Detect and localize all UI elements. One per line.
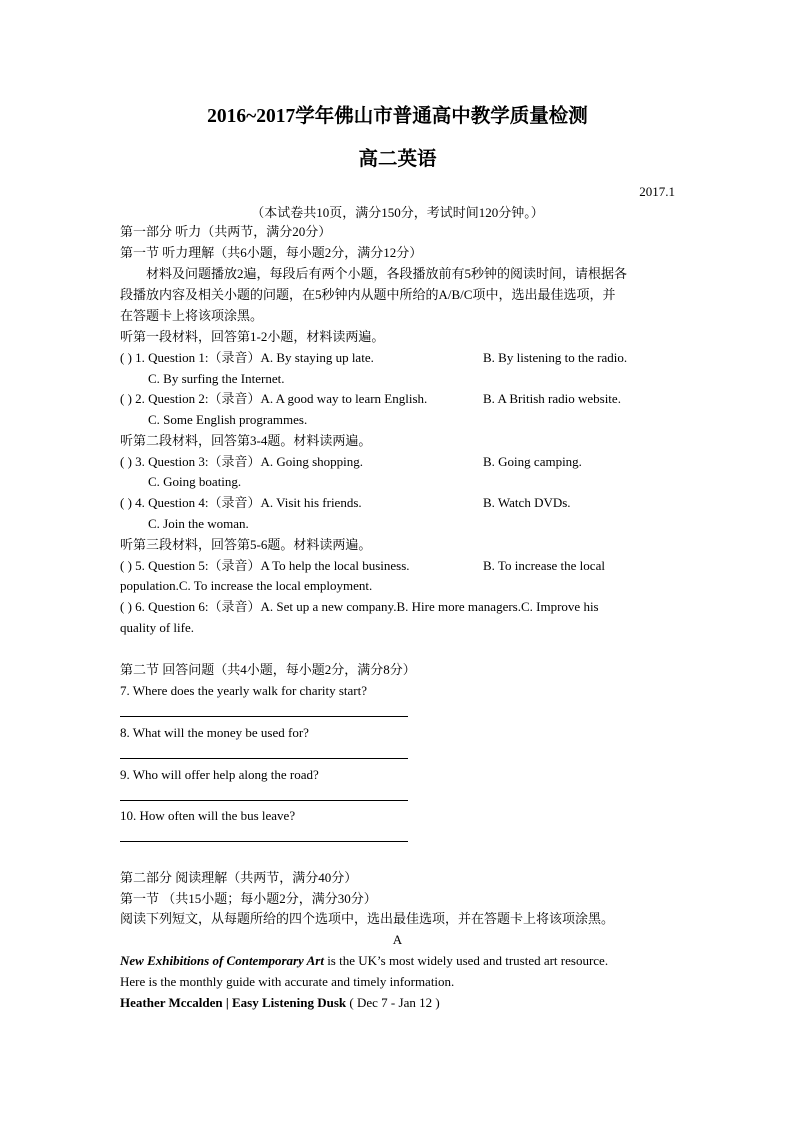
instruction-line-1: 材料及问题播放2遍，每段后有两个小题，各段播放前有5秒钟的阅读时间，请根据各 bbox=[146, 266, 628, 281]
publication-title: New Exhibitions of Contemporary Art bbox=[120, 953, 324, 968]
passage-line-1 bbox=[120, 952, 608, 970]
exhibition-dates: ( Dec 7 - Jan 12 ) bbox=[346, 995, 440, 1010]
question-5-continuation: population.C. To increase the local employment. bbox=[120, 578, 373, 593]
question-4-option-c: C. Join the woman. bbox=[148, 516, 249, 531]
segment-3-heading: 听第三段材料，回答第5-6题。材料读两遍。 bbox=[120, 537, 372, 552]
question-1-stem: ( ) 1. Question 1:（录音）A. By staying up late. bbox=[120, 350, 374, 365]
part1-section2-heading: 第二节 回答问题（共4小题，每小题2分，满分8分） bbox=[120, 662, 416, 677]
exhibition-name: Heather Mccalden | Easy Listening Dusk bbox=[120, 995, 347, 1010]
passage-line-2: Here is the monthly guide with accurate and timely information. bbox=[120, 974, 455, 989]
question-1 bbox=[120, 349, 374, 367]
question-3-option-b: B. Going camping. bbox=[483, 454, 582, 469]
question-2-stem: ( ) 2. Question 2:（录音）A. A good way to learn English. bbox=[120, 391, 428, 406]
part2-instruction: 阅读下列短文，从每题所给的四个选项中，选出最佳选项，并在答题卡上将该项涂黑。 bbox=[120, 911, 615, 926]
part1-heading: 第一部分 听力（共两节，满分20分） bbox=[120, 224, 332, 239]
answer-line-9[interactable] bbox=[120, 800, 408, 801]
exhibition-entry bbox=[120, 994, 440, 1012]
question-4-option-b: B. Watch DVDs. bbox=[483, 495, 571, 510]
part2-heading: 第二部分 阅读理解（共两节，满分40分） bbox=[120, 870, 358, 885]
answer-line-7[interactable] bbox=[120, 716, 408, 717]
question-1-option-b: B. By listening to the radio. bbox=[483, 350, 628, 365]
answer-line-8[interactable] bbox=[120, 758, 408, 759]
exam-subtitle: 高二英语 bbox=[358, 149, 437, 170]
question-2-option-b: B. A British radio website. bbox=[483, 391, 621, 406]
question-6-line-2: quality of life. bbox=[120, 620, 195, 635]
question-2-option-c: C. Some English programmes. bbox=[148, 412, 308, 427]
question-1-option-c: C. By surfing the Internet. bbox=[148, 371, 285, 386]
exam-note: （本试卷共10页，满分150分，考试时间120分钟。） bbox=[251, 205, 544, 220]
question-3-stem: ( ) 3. Question 3:（录音）A. Going shopping. bbox=[120, 454, 364, 469]
part2-section1-heading: 第一节 （共15小题；每小题2分，满分30分） bbox=[120, 891, 377, 906]
exam-title: 2016~2017学年佛山市普通高中教学质量检测 bbox=[207, 106, 588, 127]
question-5-stem: ( ) 5. Question 5:（录音）A To help the local business. bbox=[120, 558, 410, 573]
question-8: 8. What will the money be used for? bbox=[120, 725, 309, 740]
instruction-line-2: 段播放内容及相关小题的问题，在5秒钟内从题中所给的A/B/C项中，选出最佳选项，并 bbox=[120, 287, 616, 302]
passage-line-1-rest: is the UK’s most widely used and trusted art resource. bbox=[323, 953, 609, 968]
question-7: 7. Where does the yearly walk for charity start? bbox=[120, 683, 368, 698]
segment-1-heading: 听第一段材料，回答第1-2小题，材料读两遍。 bbox=[120, 329, 385, 344]
question-10: 10. How often will the bus leave? bbox=[120, 808, 296, 823]
question-4-stem: ( ) 4. Question 4:（录音）A. Visit his friends. bbox=[120, 495, 362, 510]
question-5-option-b: B. To increase the local bbox=[483, 558, 605, 573]
answer-line-10[interactable] bbox=[120, 841, 408, 842]
question-9: 9. Who will offer help along the road? bbox=[120, 767, 319, 782]
segment-2-heading: 听第二段材料，回答第3-4题。材料读两遍。 bbox=[120, 433, 372, 448]
question-3-option-c: C. Going boating. bbox=[148, 474, 242, 489]
exam-date: 2017.1 bbox=[639, 184, 675, 199]
passage-label: A bbox=[392, 932, 403, 947]
instruction-line-3: 在答题卡上将该项涂黑。 bbox=[120, 308, 264, 323]
question-6-line-1: ( ) 6. Question 6:（录音）A. Set up a new company.B. Hire more managers.C. Improve his bbox=[120, 599, 599, 614]
part1-section1-heading: 第一节 听力理解（共6小题，每小题2分，满分12分） bbox=[120, 245, 423, 260]
